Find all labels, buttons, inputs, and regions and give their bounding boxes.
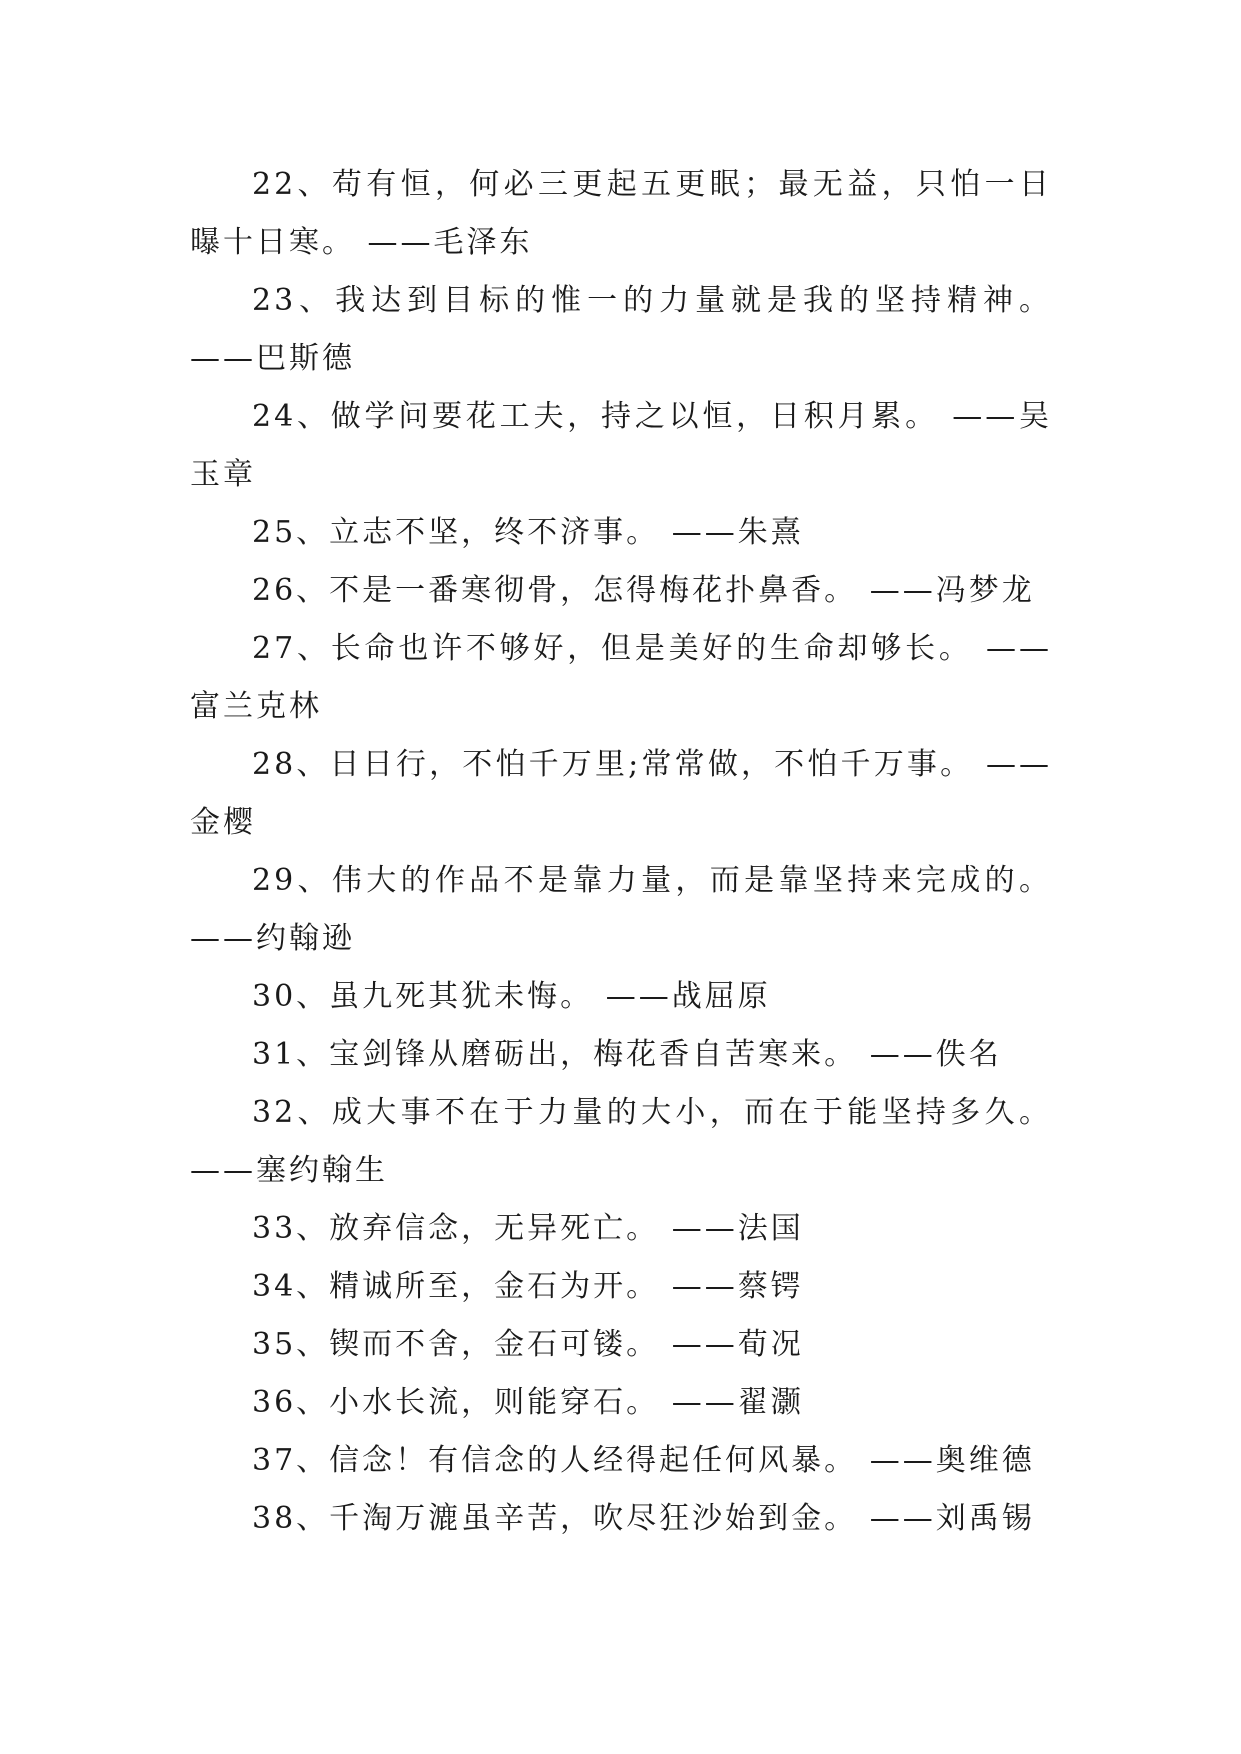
quote-paragraph: 38、千淘万漉虽辛苦，吹尽狂沙始到金。 ——刘禹锡 <box>252 1501 1035 1536</box>
quote-paragraph: 31、宝剑锋从磨砺出，梅花香自苦寒来。 ——佚名 <box>252 1037 1002 1072</box>
document-page <box>190 156 1052 1548</box>
quote-paragraph: 29、伟大的作品不是靠力量，而是靠坚持来完成的。——约翰逊 <box>190 863 1052 956</box>
quote-paragraph: 26、不是一番寒彻骨，怎得梅花扑鼻香。 ——冯梦龙 <box>252 573 1035 608</box>
quote-paragraph: 30、虽九死其犹未悔。 ——战屈原 <box>252 979 771 1014</box>
quote-paragraph: 25、立志不坚，终不济事。 ——朱熹 <box>252 515 804 550</box>
quote-paragraph: 32、成大事不在于力量的大小，而在于能坚持多久。——塞约翰生 <box>190 1095 1052 1188</box>
quote-paragraph: 33、放弃信念，无异死亡。 ——法国 <box>252 1211 804 1246</box>
quote-paragraph: 23、我达到目标的惟一的力量就是我的坚持精神。——巴斯德 <box>190 283 1052 376</box>
quote-paragraph: 36、小水长流，则能穿石。 ——翟灏 <box>252 1385 804 1420</box>
quote-paragraph: 37、信念！有信念的人经得起任何风暴。 ——奥维德 <box>252 1443 1035 1478</box>
quote-paragraph: 34、精诚所至，金石为开。 ——蔡锷 <box>252 1269 804 1304</box>
quote-paragraph: 28、日日行，不怕千万里;常常做，不怕千万事。 ——金樱 <box>190 747 1052 840</box>
quote-paragraph: 22、苟有恒，何必三更起五更眠；最无益，只怕一日曝十日寒。 ——毛泽东 <box>190 167 1052 260</box>
quote-paragraph: 27、长命也许不够好，但是美好的生命却够长。 ——富兰克林 <box>190 631 1052 724</box>
quote-paragraph: 35、锲而不舍，金石可镂。 ——荀况 <box>252 1327 804 1362</box>
quote-paragraph: 24、做学问要花工夫，持之以恒，日积月累。 ——吴玉章 <box>190 399 1052 492</box>
